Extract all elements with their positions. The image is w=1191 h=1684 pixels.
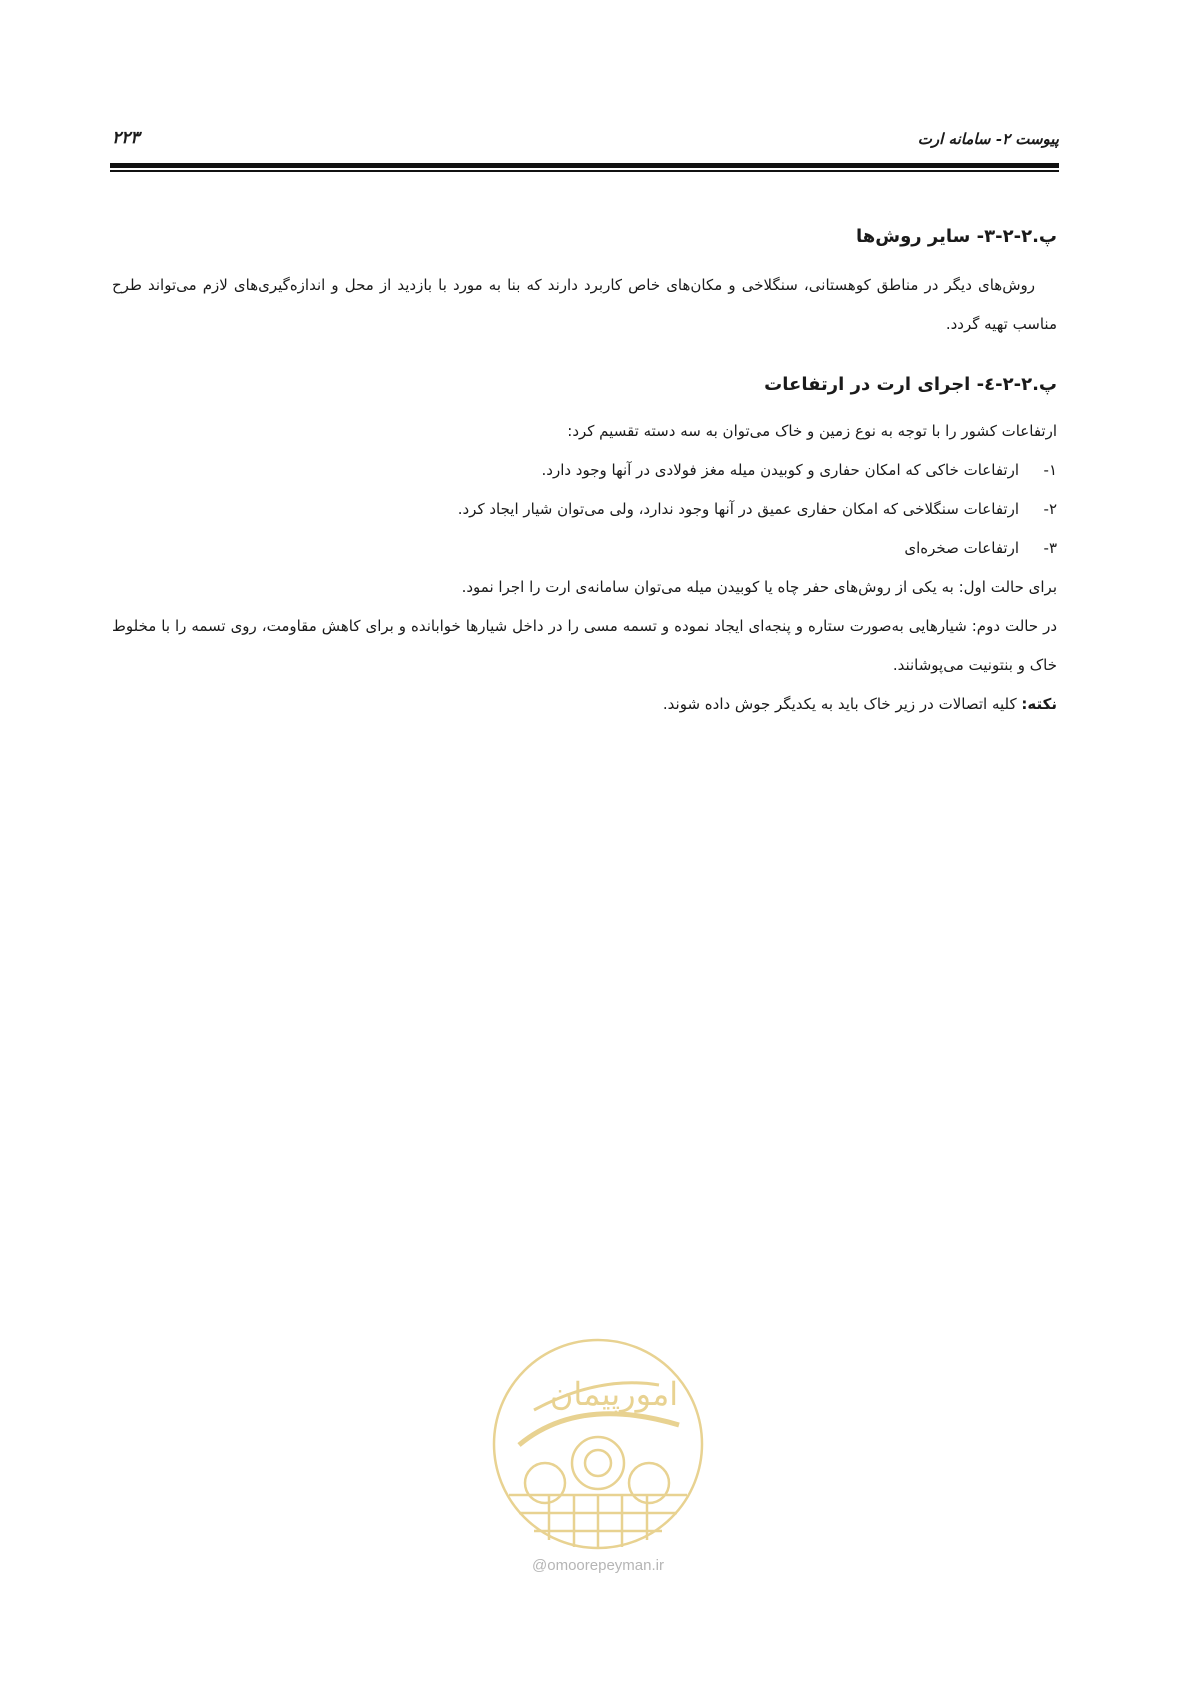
watermark-logo-text: امورپیمان xyxy=(549,1375,679,1413)
watermark-site-text: @omoorepeyman.ir xyxy=(532,1557,664,1574)
header-rule-thin xyxy=(110,170,1059,172)
page-body xyxy=(112,218,1057,724)
list-item-number: ۲- xyxy=(1043,500,1057,518)
page-number: ۲۲۳ xyxy=(112,128,140,148)
note-paragraph xyxy=(112,685,1057,724)
list-item xyxy=(112,490,1057,529)
list-item xyxy=(112,451,1057,490)
watermark-logo-icon xyxy=(489,1335,707,1553)
running-title: پیوست ۲- سامانه ارت xyxy=(917,130,1059,148)
case-one-paragraph: برای حالت اول: به یکی از روش‌های حفر چاه یا کوبیدن میله می‌توان سامانه‌ی ارت را اجرا نمود. xyxy=(461,578,1057,596)
page-header xyxy=(110,126,1059,156)
category-list xyxy=(112,451,1057,568)
case-two-paragraph: در حالت دوم: شیارهایی به‌صورت ستاره و پنجه‌ای ایجاد نموده و تسمه مسی را در داخل شیارها خوابانده و برای کاهش مقاومت، روی تسمه را با مخلوط خاک و بنتونیت می‌پوشانند. xyxy=(112,617,1057,674)
section-intro: ارتفاعات کشور را با توجه به نوع زمین و خاک می‌توان به سه دسته تقسیم کرد: xyxy=(567,422,1057,440)
section-heading-other-methods: پ.۲-۲-۳- سایر روش‌ها xyxy=(856,226,1057,247)
section-paragraph-other-methods: روش‌های دیگر در مناطق کوهستانی، سنگلاخی و مکان‌های خاص کاربرد دارند که بنا به مورد با بازدید از محل و اندازه‌گیری‌های لازم می‌تواند طرح مناسب تهیه گردد. xyxy=(112,276,1057,333)
list-item xyxy=(112,529,1057,568)
note-label: نکته: xyxy=(1021,695,1057,713)
watermark xyxy=(489,1335,707,1580)
list-item-number: ۳- xyxy=(1043,539,1057,557)
section-heading-earthing-heights: پ.۲-۲-٤- اجرای ارت در ارتفاعات xyxy=(764,374,1057,395)
note-text: کلیه اتصالات در زیر خاک باید به یکدیگر جوش داده شوند. xyxy=(662,695,1022,713)
list-item-number: ۱- xyxy=(1043,461,1057,479)
list-item-text: ارتفاعات صخره‌ای xyxy=(904,539,1019,557)
list-item-text: ارتفاعات سنگلاخی که امکان حفاری عمیق در آنها وجود ندارد، ولی می‌توان شیار ایجاد کرد. xyxy=(457,500,1019,518)
list-item-text: ارتفاعات خاکی که امکان حفاری و کوبیدن میله مغز فولادی در آنها وجود دارد. xyxy=(541,461,1019,479)
header-rule-thick xyxy=(110,163,1059,168)
